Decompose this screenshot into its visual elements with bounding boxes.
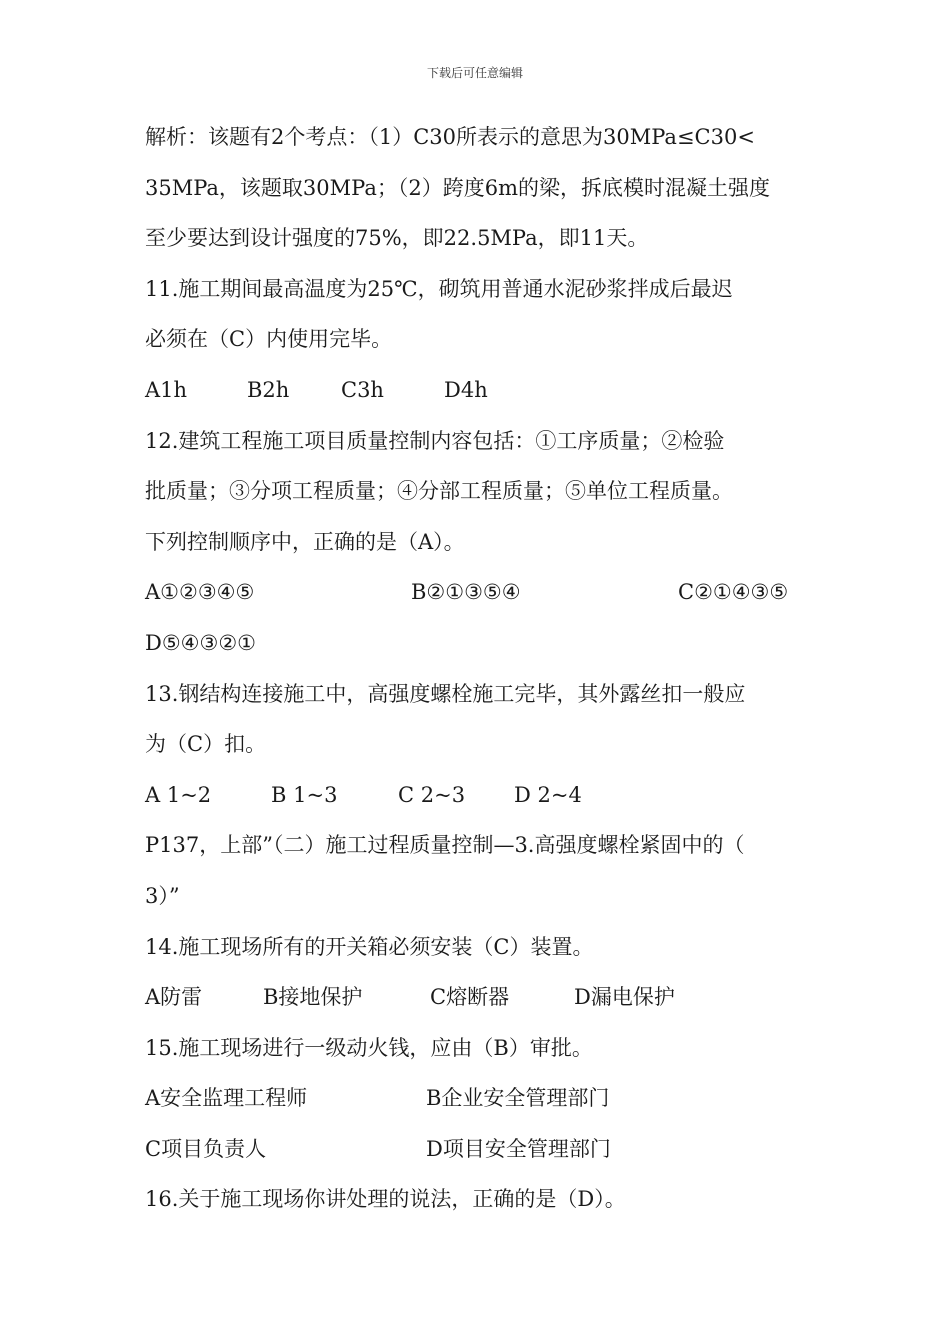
question-13-line-2: 为（C）扣。 <box>145 732 267 757</box>
option-d: D4h <box>444 377 488 402</box>
analysis-line-3: 至少要达到设计强度的75%，即22.5MPa，即11天。 <box>145 226 649 251</box>
option-c: C熔断器 <box>430 985 510 1010</box>
option-b: B②①③⑤④ <box>411 580 521 605</box>
question-12-line-1: 12.建筑工程施工项目质量控制内容包括：①工序质量；②检验 <box>145 428 725 453</box>
option-a: A安全监理工程师 <box>145 1086 308 1111</box>
option-d: D 2~4 <box>514 782 582 807</box>
option-a: A1h <box>145 377 188 402</box>
option-a: A防雷 <box>145 985 203 1010</box>
option-a: A①②③④⑤ <box>145 580 255 605</box>
question-13-note-line-1: P137，上部”（二）施工过程质量控制—3.高强度螺栓紧固中的（ <box>145 833 745 858</box>
option-c: C项目负责人 <box>145 1136 267 1161</box>
question-14-line: 14.施工现场所有的开关箱必须安装（C）装置。 <box>145 934 594 959</box>
question-14-options <box>145 972 810 1023</box>
analysis-line-1: 解析：该题有2个考点：（1）C30所表示的意思为30MPa≤C30< <box>145 125 755 149</box>
question-11-line-2: 必须在（C）内使用完毕。 <box>145 327 393 352</box>
option-c: C3h <box>341 377 384 402</box>
option-c: C 2~3 <box>398 782 466 807</box>
question-13-note-line-2: 3）” <box>145 883 180 908</box>
analysis-line-2: 35MPa，该题取30MPa；（2）跨度6m的梁，拆底模时混凝土强度 <box>145 175 770 200</box>
question-13-options <box>145 770 810 821</box>
option-c: C②①④③⑤ <box>678 580 789 605</box>
question-13-line-1: 13.钢结构连接施工中，高强度螺栓施工完毕，其外露丝扣一般应 <box>145 681 746 706</box>
option-a: A 1~2 <box>145 782 212 807</box>
document-body <box>145 112 810 1225</box>
question-11-options <box>145 365 810 416</box>
option-b: B接地保护 <box>263 985 363 1010</box>
question-15-line: 15.施工现场进行一级动火钱，应由（B）审批。 <box>145 1035 593 1060</box>
question-15-options-row-2 <box>145 1124 810 1175</box>
option-d: D漏电保护 <box>574 985 675 1010</box>
question-12-options-row-2 <box>145 618 810 669</box>
option-b: B企业安全管理部门 <box>426 1086 610 1111</box>
question-11-line-1: 11.施工期间最高温度为25℃，砌筑用普通水泥砂浆拌成后最迟 <box>145 276 733 301</box>
question-16-line: 16.关于施工现场你讲处理的说法，正确的是（D）。 <box>145 1187 626 1212</box>
question-15-options-row-1 <box>145 1073 810 1124</box>
page-header: 下载后可任意编辑 <box>426 66 523 80</box>
option-b: B 1~3 <box>271 782 338 807</box>
option-d: D⑤④③②① <box>145 630 256 655</box>
question-12-options-row-1 <box>145 567 810 618</box>
option-d: D项目安全管理部门 <box>426 1136 611 1161</box>
option-b: B2h <box>247 377 290 402</box>
question-12-line-3: 下列控制顺序中，正确的是（A）。 <box>145 529 465 554</box>
question-12-line-2: 批质量；③分项工程质量；④分部工程质量；⑤单位工程质量。 <box>145 479 733 504</box>
